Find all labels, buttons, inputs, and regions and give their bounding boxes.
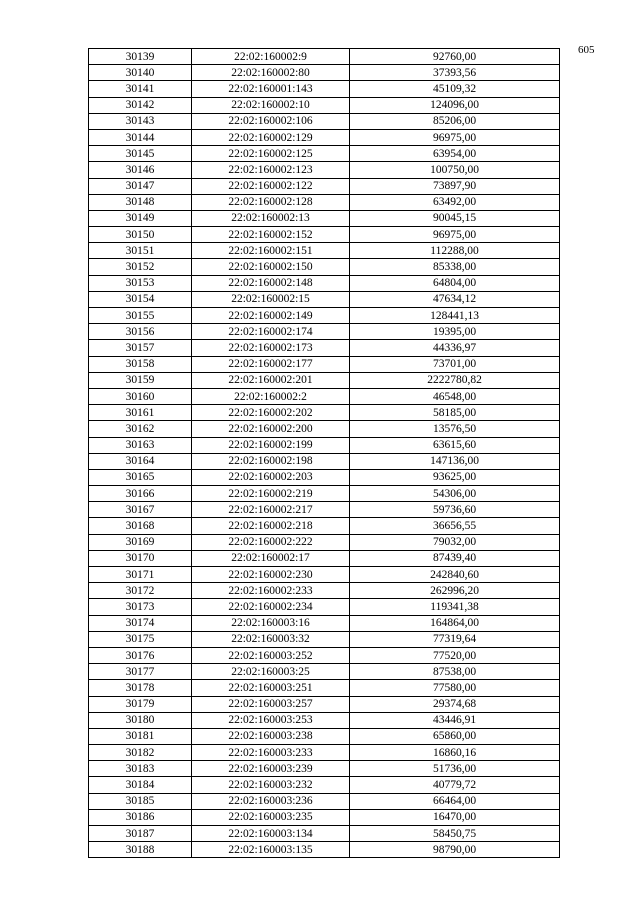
row-number-cell: 30151 [89, 243, 192, 259]
row-number-cell: 30186 [89, 809, 192, 825]
cadastral-number-cell: 22:02:160002:219 [192, 486, 350, 502]
value-cell: 37393,56 [350, 65, 560, 81]
value-cell: 96975,00 [350, 227, 560, 243]
row-number-cell: 30159 [89, 372, 192, 388]
value-cell: 98790,00 [350, 842, 560, 858]
row-number-cell: 30162 [89, 421, 192, 437]
value-cell: 58185,00 [350, 405, 560, 421]
table-row [89, 680, 560, 696]
table-row [89, 469, 560, 485]
table-row [89, 518, 560, 534]
row-number-cell: 30166 [89, 486, 192, 502]
row-number-cell: 30168 [89, 518, 192, 534]
cadastral-number-cell: 22:02:160001:143 [192, 81, 350, 97]
table-row [89, 340, 560, 356]
value-cell: 93625,00 [350, 469, 560, 485]
table-row [89, 146, 560, 162]
table-row [89, 275, 560, 291]
row-number-cell: 30176 [89, 647, 192, 663]
table-row [89, 453, 560, 469]
cadastral-number-cell: 22:02:160002:17 [192, 550, 350, 566]
cadastral-number-cell: 22:02:160002:106 [192, 113, 350, 129]
row-number-cell: 30143 [89, 113, 192, 129]
table-row [89, 631, 560, 647]
value-cell: 73701,00 [350, 356, 560, 372]
value-cell: 64804,00 [350, 275, 560, 291]
table-row [89, 405, 560, 421]
table-row [89, 65, 560, 81]
row-number-cell: 30184 [89, 777, 192, 793]
cadastral-number-cell: 22:02:160002:13 [192, 210, 350, 226]
table-row [89, 372, 560, 388]
row-number-cell: 30188 [89, 842, 192, 858]
table-row [89, 550, 560, 566]
cadastral-number-cell: 22:02:160002:230 [192, 567, 350, 583]
cadastral-number-cell: 22:02:160003:135 [192, 842, 350, 858]
table-row [89, 502, 560, 518]
row-number-cell: 30140 [89, 65, 192, 81]
table-row [89, 437, 560, 453]
row-number-cell: 30174 [89, 615, 192, 631]
value-cell: 16860,16 [350, 745, 560, 761]
value-cell: 73897,90 [350, 178, 560, 194]
table-row [89, 129, 560, 145]
table-row [89, 696, 560, 712]
value-cell: 51736,00 [350, 761, 560, 777]
value-cell: 63615,60 [350, 437, 560, 453]
value-cell: 47634,12 [350, 291, 560, 307]
table-row [89, 194, 560, 210]
value-cell: 87538,00 [350, 664, 560, 680]
cadastral-number-cell: 22:02:160003:253 [192, 712, 350, 728]
table-row [89, 486, 560, 502]
cadastral-number-cell: 22:02:160002:129 [192, 129, 350, 145]
value-cell: 63954,00 [350, 146, 560, 162]
value-cell: 242840,60 [350, 567, 560, 583]
row-number-cell: 30175 [89, 631, 192, 647]
cadastral-number-cell: 22:02:160002:201 [192, 372, 350, 388]
row-number-cell: 30182 [89, 745, 192, 761]
table-row [89, 291, 560, 307]
cadastral-number-cell: 22:02:160002:148 [192, 275, 350, 291]
cadastral-number-cell: 22:02:160003:251 [192, 680, 350, 696]
page-number: 605 [578, 44, 595, 56]
value-cell: 85338,00 [350, 259, 560, 275]
row-number-cell: 30179 [89, 696, 192, 712]
table-row [89, 583, 560, 599]
table-row [89, 842, 560, 858]
value-cell: 79032,00 [350, 534, 560, 550]
table-row [89, 615, 560, 631]
row-number-cell: 30157 [89, 340, 192, 356]
cadastral-number-cell: 22:02:160002:150 [192, 259, 350, 275]
value-cell: 59736,60 [350, 502, 560, 518]
value-cell: 147136,00 [350, 453, 560, 469]
row-number-cell: 30139 [89, 49, 192, 65]
value-cell: 63492,00 [350, 194, 560, 210]
row-number-cell: 30169 [89, 534, 192, 550]
value-cell: 128441,13 [350, 308, 560, 324]
row-number-cell: 30170 [89, 550, 192, 566]
cadastral-number-cell: 22:02:160002:128 [192, 194, 350, 210]
cadastral-number-cell: 22:02:160002:218 [192, 518, 350, 534]
cadastral-number-cell: 22:02:160002:10 [192, 97, 350, 113]
cadastral-number-cell: 22:02:160003:232 [192, 777, 350, 793]
row-number-cell: 30160 [89, 388, 192, 404]
value-cell: 100750,00 [350, 162, 560, 178]
row-number-cell: 30172 [89, 583, 192, 599]
value-cell: 85206,00 [350, 113, 560, 129]
table-row [89, 178, 560, 194]
cadastral-number-cell: 22:02:160003:16 [192, 615, 350, 631]
table-row [89, 421, 560, 437]
value-cell: 45109,32 [350, 81, 560, 97]
value-cell: 2222780,82 [350, 372, 560, 388]
value-cell: 112288,00 [350, 243, 560, 259]
row-number-cell: 30161 [89, 405, 192, 421]
cadastral-number-cell: 22:02:160002:122 [192, 178, 350, 194]
row-number-cell: 30183 [89, 761, 192, 777]
row-number-cell: 30171 [89, 567, 192, 583]
table-row [89, 599, 560, 615]
value-cell: 87439,40 [350, 550, 560, 566]
value-cell: 16470,00 [350, 809, 560, 825]
table-row [89, 324, 560, 340]
table-row [89, 162, 560, 178]
cadastral-number-cell: 22:02:160002:149 [192, 308, 350, 324]
table-row [89, 210, 560, 226]
table-row [89, 97, 560, 113]
table-row [89, 761, 560, 777]
value-cell: 92760,00 [350, 49, 560, 65]
row-number-cell: 30152 [89, 259, 192, 275]
cadastral-number-cell: 22:02:160002:151 [192, 243, 350, 259]
row-number-cell: 30148 [89, 194, 192, 210]
value-cell: 54306,00 [350, 486, 560, 502]
table-row [89, 777, 560, 793]
row-number-cell: 30146 [89, 162, 192, 178]
cadastral-number-cell: 22:02:160003:32 [192, 631, 350, 647]
cadastral-number-cell: 22:02:160003:235 [192, 809, 350, 825]
table-row [89, 81, 560, 97]
cadastral-number-cell: 22:02:160002:152 [192, 227, 350, 243]
cadastral-number-cell: 22:02:160002:233 [192, 583, 350, 599]
table-row [89, 647, 560, 663]
row-number-cell: 30155 [89, 308, 192, 324]
value-cell: 164864,00 [350, 615, 560, 631]
value-cell: 13576,50 [350, 421, 560, 437]
value-cell: 43446,91 [350, 712, 560, 728]
value-cell: 77319,64 [350, 631, 560, 647]
table-row [89, 728, 560, 744]
value-cell: 66464,00 [350, 793, 560, 809]
row-number-cell: 30149 [89, 210, 192, 226]
row-number-cell: 30165 [89, 469, 192, 485]
value-cell: 262996,20 [350, 583, 560, 599]
value-cell: 65860,00 [350, 728, 560, 744]
row-number-cell: 30147 [89, 178, 192, 194]
cadastral-number-cell: 22:02:160003:233 [192, 745, 350, 761]
table-row [89, 388, 560, 404]
row-number-cell: 30167 [89, 502, 192, 518]
table-row [89, 356, 560, 372]
row-number-cell: 30178 [89, 680, 192, 696]
cadastral-number-cell: 22:02:160002:174 [192, 324, 350, 340]
cadastral-number-cell: 22:02:160002:123 [192, 162, 350, 178]
table-body [89, 49, 560, 858]
value-cell: 29374,68 [350, 696, 560, 712]
cadastral-number-cell: 22:02:160003:257 [192, 696, 350, 712]
row-number-cell: 30145 [89, 146, 192, 162]
value-cell: 19395,00 [350, 324, 560, 340]
row-number-cell: 30154 [89, 291, 192, 307]
cadastral-number-cell: 22:02:160002:80 [192, 65, 350, 81]
table-row [89, 567, 560, 583]
cadastral-number-cell: 22:02:160002:217 [192, 502, 350, 518]
value-cell: 77520,00 [350, 647, 560, 663]
value-cell: 44336,97 [350, 340, 560, 356]
table-row [89, 534, 560, 550]
cadastral-number-cell: 22:02:160002:199 [192, 437, 350, 453]
cadastral-number-cell: 22:02:160002:177 [192, 356, 350, 372]
value-cell: 124096,00 [350, 97, 560, 113]
row-number-cell: 30177 [89, 664, 192, 680]
row-number-cell: 30180 [89, 712, 192, 728]
row-number-cell: 30164 [89, 453, 192, 469]
row-number-cell: 30144 [89, 129, 192, 145]
cadastral-number-cell: 22:02:160002:9 [192, 49, 350, 65]
cadastral-number-cell: 22:02:160003:238 [192, 728, 350, 744]
cadastral-number-cell: 22:02:160002:234 [192, 599, 350, 615]
cadastral-number-cell: 22:02:160002:198 [192, 453, 350, 469]
value-cell: 77580,00 [350, 680, 560, 696]
cadastral-number-cell: 22:02:160003:134 [192, 826, 350, 842]
cadastral-number-cell: 22:02:160002:15 [192, 291, 350, 307]
value-cell: 46548,00 [350, 388, 560, 404]
cadastral-number-cell: 22:02:160002:2 [192, 388, 350, 404]
row-number-cell: 30185 [89, 793, 192, 809]
value-cell: 119341,38 [350, 599, 560, 615]
row-number-cell: 30153 [89, 275, 192, 291]
cadastral-number-cell: 22:02:160003:25 [192, 664, 350, 680]
table-row [89, 712, 560, 728]
value-cell: 40779,72 [350, 777, 560, 793]
row-number-cell: 30163 [89, 437, 192, 453]
table-row [89, 664, 560, 680]
cadastral-number-cell: 22:02:160003:252 [192, 647, 350, 663]
table-row [89, 113, 560, 129]
row-number-cell: 30173 [89, 599, 192, 615]
table-row [89, 227, 560, 243]
cadastral-number-cell: 22:02:160002:222 [192, 534, 350, 550]
cadastral-number-cell: 22:02:160002:125 [192, 146, 350, 162]
table-row [89, 308, 560, 324]
value-cell: 36656,55 [350, 518, 560, 534]
table-row [89, 243, 560, 259]
value-cell: 58450,75 [350, 826, 560, 842]
row-number-cell: 30141 [89, 81, 192, 97]
row-number-cell: 30142 [89, 97, 192, 113]
row-number-cell: 30187 [89, 826, 192, 842]
table-row [89, 745, 560, 761]
table-row [89, 826, 560, 842]
table-row [89, 49, 560, 65]
row-number-cell: 30158 [89, 356, 192, 372]
cadastral-number-cell: 22:02:160002:203 [192, 469, 350, 485]
value-cell: 90045,15 [350, 210, 560, 226]
table-row [89, 809, 560, 825]
value-cell: 96975,00 [350, 129, 560, 145]
cadastral-number-cell: 22:02:160002:200 [192, 421, 350, 437]
cadastral-table [88, 48, 560, 858]
row-number-cell: 30181 [89, 728, 192, 744]
row-number-cell: 30150 [89, 227, 192, 243]
cadastral-number-cell: 22:02:160002:173 [192, 340, 350, 356]
table-row [89, 793, 560, 809]
cadastral-number-cell: 22:02:160002:202 [192, 405, 350, 421]
cadastral-number-cell: 22:02:160003:236 [192, 793, 350, 809]
cadastral-number-cell: 22:02:160003:239 [192, 761, 350, 777]
row-number-cell: 30156 [89, 324, 192, 340]
table-row [89, 259, 560, 275]
